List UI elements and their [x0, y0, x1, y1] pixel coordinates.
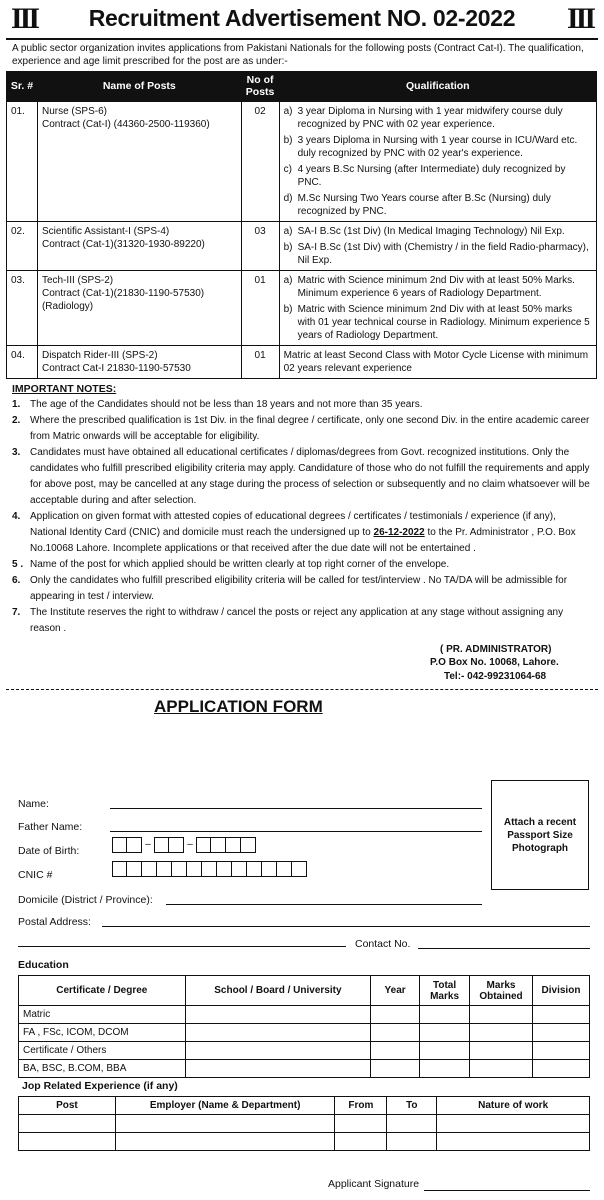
cnic-digit-box[interactable] — [292, 861, 307, 877]
post-count: 01 — [241, 346, 279, 379]
education-col-header: Total Marks — [420, 976, 470, 1006]
post-sr: 02. — [7, 222, 38, 271]
qualification-text: Matric with Science minimum 2nd Div with at least 50% Marks. Minimum experience 6 years of Radiology Department. — [297, 275, 575, 299]
cnic-digit-box[interactable] — [187, 861, 202, 877]
cnic-digit-box[interactable] — [232, 861, 247, 877]
experience-col-header: To — [387, 1097, 437, 1115]
post-name-line: Contract (Cat-I) (44360-2500-119360) — [41, 119, 210, 130]
experience-col-header: From — [335, 1097, 387, 1115]
photo-box[interactable]: Attach a recent Passport Size Photograph — [491, 780, 589, 890]
experience-cell[interactable] — [19, 1133, 116, 1151]
experience-body — [19, 1115, 590, 1151]
post-name — [37, 346, 241, 379]
cnic-digit-box[interactable] — [172, 861, 187, 877]
note-text: Only the candidates who fulfill prescribed eligibility criteria will be called for test/interview . No TA/DA will be admissible for appearing in test / interview. — [30, 574, 568, 602]
cnic-boxes[interactable] — [112, 861, 307, 877]
experience-cell[interactable] — [115, 1133, 335, 1151]
dob-digit-box[interactable] — [196, 837, 211, 853]
post-name — [37, 222, 241, 271]
post-qualification — [279, 271, 596, 346]
post-name-line: Dispatch Rider-III (SPS-2) — [41, 350, 158, 361]
post-row — [7, 102, 597, 222]
experience-table — [18, 1096, 590, 1151]
post-name-line: Nurse (SPS-6) — [41, 106, 107, 117]
education-degree: Matric — [19, 1006, 186, 1024]
post-name-line: Contract (Cat-1)(21830-1190-57530) — [41, 288, 205, 299]
post-name — [37, 102, 241, 222]
experience-cell[interactable] — [115, 1115, 335, 1133]
education-row — [19, 1060, 590, 1078]
qualification-text: Matric at least Second Class with Motor Cycle License with minimum 02 years relevant experience — [283, 350, 589, 374]
dob-boxes[interactable] — [112, 837, 256, 853]
qualification-item — [284, 274, 592, 300]
note-item — [6, 605, 598, 637]
qualification-letter: a) — [283, 275, 293, 286]
cnic-label: CNIC # — [18, 869, 53, 881]
cnic-digit-box[interactable] — [262, 861, 277, 877]
education-cell[interactable] — [420, 1060, 470, 1078]
administrator-block — [430, 643, 598, 684]
qualification-text: SA-I B.Sc (1st Div) (In Medical Imaging Technology) Nil Exp. — [297, 226, 565, 237]
col-qualification: Qualification — [279, 72, 596, 102]
dob-digit-box[interactable] — [241, 837, 256, 853]
cnic-digit-box[interactable] — [142, 861, 157, 877]
qualification-item — [284, 134, 592, 160]
experience-header-row — [19, 1097, 590, 1115]
note-item — [6, 573, 598, 605]
education-cell[interactable] — [532, 1024, 589, 1042]
note-item — [6, 509, 598, 557]
qualification-letter: c) — [283, 164, 292, 175]
post-name — [37, 271, 241, 346]
post-qualification — [279, 102, 596, 222]
qualification-item — [284, 303, 592, 342]
qualification-text: 4 years B.Sc Nursing (after Intermediate) duly recognized by PNC. — [297, 164, 566, 188]
contact-label: Contact No. — [355, 938, 411, 950]
education-cell[interactable] — [532, 1060, 589, 1078]
qualification-item — [284, 225, 592, 238]
dob-separator: – — [187, 839, 193, 850]
education-col-header: Marks Obtained — [470, 976, 533, 1006]
experience-row — [19, 1133, 590, 1151]
father-name-field[interactable] — [110, 831, 482, 832]
education-cell[interactable] — [371, 1060, 420, 1078]
page-title: Recruitment Advertisement NO. 02-2022 — [88, 5, 516, 32]
dob-digit-box[interactable] — [154, 837, 169, 853]
qualification-item — [284, 241, 592, 267]
qualification-text: Matric with Science minimum 2nd Div with at least 50% marks with 01 year technical course in Radiology. Minimum experience 5 years of Radiology Department. — [297, 304, 590, 341]
post-count: 01 — [241, 271, 279, 346]
posts-table — [6, 71, 597, 379]
qualification-text: SA-I B.Sc (1st Div) with (Chemistry / in the field Radio-pharmacy), Nil Exp. — [297, 242, 589, 266]
note-number: 7. — [12, 606, 21, 618]
admin-address: P.O Box No. 10068, Lahore. — [430, 657, 559, 669]
qualification-letter: b) — [283, 242, 293, 253]
note-item — [6, 413, 598, 445]
note-text: The Institute reserves the right to withdraw / cancel the posts or reject any application at any stage without assigning any reason . — [30, 606, 564, 634]
note-text: Where the prescribed qualification is 1st Div. in the final degree / certificate, only one second Div. in the entire academic career from Matric onwards will be acceptable for eligibility. — [30, 414, 590, 442]
cnic-digit-box[interactable] — [127, 861, 142, 877]
experience-cell[interactable] — [335, 1133, 387, 1151]
education-cell[interactable] — [185, 1006, 371, 1024]
note-item — [6, 397, 598, 413]
post-qualification — [279, 346, 596, 379]
experience-cell[interactable] — [437, 1133, 590, 1151]
experience-row — [19, 1115, 590, 1133]
posts-table-header — [7, 72, 597, 102]
education-table — [18, 975, 590, 1078]
qualification-item — [284, 163, 592, 189]
qualification-item — [284, 192, 592, 218]
education-row — [19, 1006, 590, 1024]
experience-col-header: Post — [19, 1097, 116, 1115]
education-cell[interactable] — [371, 1006, 420, 1024]
education-cell[interactable] — [185, 1042, 371, 1060]
education-body — [19, 1006, 590, 1078]
notes-list — [6, 397, 598, 637]
experience-cell[interactable] — [437, 1115, 590, 1133]
education-cell[interactable] — [470, 1060, 533, 1078]
post-count: 02 — [241, 102, 279, 222]
note-number: 6. — [12, 574, 21, 586]
cnic-digit-box[interactable] — [217, 861, 232, 877]
header-bars-right: III — [566, 2, 594, 35]
cnic-digit-box[interactable] — [247, 861, 262, 877]
qualification-letter: a) — [283, 226, 293, 237]
qualification-text: 3 years Diploma in Nursing with 1 year course in ICU/Ward etc. duly recognized by PNC with 02 year's experience. — [297, 135, 578, 159]
qualification-letter: a) — [283, 106, 293, 117]
admin-phone: Tel:- 042-99231064-68 — [444, 670, 547, 682]
col-sr: Sr. # — [7, 72, 38, 102]
education-header-row — [19, 976, 590, 1006]
contact-field[interactable] — [418, 948, 590, 949]
cnic-digit-box[interactable] — [202, 861, 217, 877]
education-degree: BA, BSC, B.COM, BBA — [19, 1060, 186, 1078]
note-text: Candidates must have obtained all educational certificates / diplomas/degrees from Govt. recognized institutions. Only the candidates who fulfill prescribed eligibility criteria may apply. Candidature of those who do not fulfill the requirements and apply for above post, may be cancelled at any stage during the process of selection or subsequently and no claim whatsoever will be acceptable during and after selection. — [30, 446, 590, 506]
dob-digit-box[interactable] — [127, 837, 142, 853]
education-col-header: School / Board / University — [185, 976, 371, 1006]
dob-separator: – — [145, 839, 151, 850]
note-item — [6, 557, 598, 573]
cnic-digit-box[interactable] — [112, 861, 127, 877]
post-row — [7, 271, 597, 346]
notes-heading: IMPORTANT NOTES: — [12, 383, 117, 395]
education-cell[interactable] — [420, 1024, 470, 1042]
postal-address-field-2[interactable] — [18, 946, 346, 947]
header-bars-left: III — [10, 2, 38, 35]
qualification-letter: b) — [283, 304, 293, 315]
education-cell[interactable] — [470, 1042, 533, 1060]
note-number: 2. — [12, 414, 21, 426]
note-text: The age of the Candidates should not be less than 18 years and not more than 35 years. — [30, 398, 423, 410]
note-text: Name of the post for which applied should be written clearly at top right corner of the envelope. — [30, 558, 450, 570]
post-name-line: Contract Cat-I 21830-1190-57530 — [41, 363, 191, 374]
education-degree: Certificate / Others — [19, 1042, 186, 1060]
post-name-line: (Radiology) — [41, 301, 94, 312]
note-number: 1. — [12, 398, 21, 410]
due-date: 26-12-2022 — [373, 526, 425, 538]
dob-digit-box[interactable] — [226, 837, 241, 853]
father-name-label: Father Name: — [18, 821, 83, 833]
education-cell[interactable] — [532, 1042, 589, 1060]
qualification-item — [284, 105, 592, 131]
post-count: 03 — [241, 222, 279, 271]
intro-text: A public sector organization invites applications from Pakistani Nationals for the following posts (Contract Cat-I). The qualification, experience and age limit prescribed for the post are as under:- — [12, 43, 584, 67]
experience-col-header: Employer (Name & Department) — [115, 1097, 335, 1115]
cnic-digit-box[interactable] — [157, 861, 172, 877]
dob-label: Date of Birth: — [18, 845, 80, 857]
education-cell[interactable] — [470, 1024, 533, 1042]
education-cell[interactable] — [185, 1024, 371, 1042]
post-row — [7, 346, 597, 379]
post-sr: 01. — [7, 102, 38, 222]
cnic-digit-box[interactable] — [277, 861, 292, 877]
education-cell[interactable] — [470, 1006, 533, 1024]
admin-title: ( PR. ADMINISTRATOR) — [440, 643, 552, 655]
education-cell[interactable] — [185, 1060, 371, 1078]
note-item — [6, 445, 598, 509]
col-count: No of Posts — [241, 72, 279, 102]
note-number: 4. — [12, 510, 21, 522]
post-name-line: Tech-III (SPS-2) — [41, 275, 114, 286]
education-cell[interactable] — [420, 1042, 470, 1060]
qualification-text: 3 year Diploma in Nursing with 1 year midwifery course duly recognized by PNC with 02 year experience. — [297, 106, 563, 130]
dob-digit-box[interactable] — [112, 837, 127, 853]
signature-label: Applicant Signature — [328, 1178, 420, 1190]
header — [6, 0, 598, 40]
domicile-field[interactable] — [166, 904, 482, 905]
experience-heading: Jop Related Experience (if any) — [22, 1080, 178, 1092]
signature-field[interactable] — [424, 1190, 590, 1191]
qualification-item — [284, 349, 592, 375]
note-number: 5 . — [12, 558, 24, 570]
education-cell[interactable] — [420, 1006, 470, 1024]
education-col-header: Division — [532, 976, 589, 1006]
experience-cell[interactable] — [335, 1115, 387, 1133]
post-row — [7, 222, 597, 271]
qualification-letter: d) — [283, 193, 293, 204]
education-cell[interactable] — [371, 1024, 420, 1042]
experience-col-header: Nature of work — [437, 1097, 590, 1115]
dob-digit-box[interactable] — [211, 837, 226, 853]
education-degree: FA , FSc, ICOM, DCOM — [19, 1024, 186, 1042]
application-form-title: APPLICATION FORM — [154, 697, 323, 717]
education-row — [19, 1042, 590, 1060]
education-cell[interactable] — [532, 1006, 589, 1024]
dob-digit-box[interactable] — [169, 837, 184, 853]
post-name-line: Contract (Cat-1)(31320-1930-89220) — [41, 239, 205, 250]
col-name: Name of Posts — [37, 72, 241, 102]
postal-address-field[interactable] — [102, 926, 590, 927]
domicile-label: Domicile (District / Province): — [18, 894, 153, 906]
note-number: 3. — [12, 446, 21, 458]
name-label: Name: — [18, 798, 49, 810]
education-col-header: Year — [371, 976, 420, 1006]
experience-cell[interactable] — [387, 1133, 437, 1151]
posts-table-body — [7, 102, 597, 379]
post-qualification — [279, 222, 596, 271]
education-col-header: Certificate / Degree — [19, 976, 186, 1006]
postal-address-label: Postal Address: — [18, 916, 91, 928]
experience-cell[interactable] — [387, 1115, 437, 1133]
post-sr: 03. — [7, 271, 38, 346]
name-field[interactable] — [110, 808, 482, 809]
post-name-line: Scientific Assistant-I (SPS-4) — [41, 226, 170, 237]
education-row — [19, 1024, 590, 1042]
education-cell[interactable] — [371, 1042, 420, 1060]
cut-line — [6, 689, 598, 690]
experience-cell[interactable] — [19, 1115, 116, 1133]
qualification-text: M.Sc Nursing Two Years course after B.Sc (Nursing) duly recognized by PNC. — [297, 193, 551, 217]
post-sr: 04. — [7, 346, 38, 379]
note-text: Application on given format with attested copies of educational degrees / certificates / testimonials / experience (if any), National Identity Card (CNIC) and domicile must reach the undersigned up to 26-12-2022 to the Pr. Administrator , P.O. Box No.10068 Lahore. Incomplete applications or that received after the due date will not be entertained . — [30, 510, 576, 554]
education-heading: Education — [18, 959, 69, 971]
qualification-letter: b) — [283, 135, 293, 146]
